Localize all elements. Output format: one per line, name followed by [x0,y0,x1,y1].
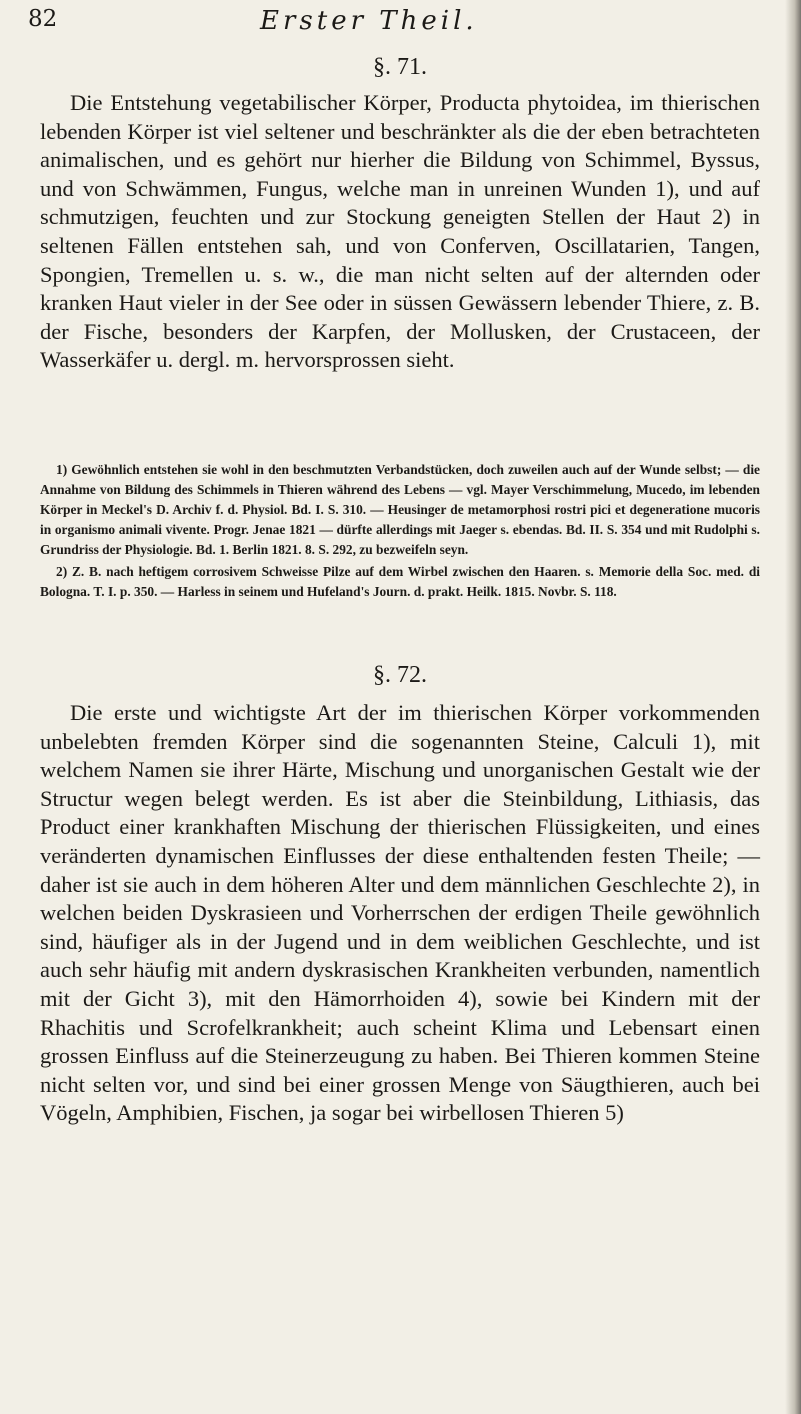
page-number: 82 [28,6,58,32]
page-header [28,6,761,46]
page-edge-shadow [785,0,801,1414]
footnotes [40,460,760,602]
running-title: Erster Theil. [260,6,478,36]
section-heading-71: §. 71. [373,54,427,80]
section-71 [40,54,760,375]
section-71-body: Die Entstehung vegetabilischer Körper, Producta phytoidea, im thierischen lebenden Körper ist viel seltener und beschränkter als die der eben betrachteten animalischen, und es gehört nur hierher die Bildung von Schimmel, Byssus, und von Schwämmen, Fungus, welche man in unreinen Wunden 1), und auf schmutzigen, feuchten und zur Stockung geneigten Stellen der Haut 2) in seltenen Fällen entstehen sah, und von Conferven, Oscillatarien, Tangen, Spongien, Tremellen u. s. w., die man nicht selten auf der alternden oder kranken Haut vieler in der See oder in süssen Gewässern lebender Thiere, z. B. der Fische, besonders der Karpfen, der Mollusken, der Crustaceen, der Wasserkäfer u. dergl. m. hervorsprossen sieht. [40,90,760,373]
footnote-1: 1) Gewöhnlich entstehen sie wohl in den beschmutzten Verbandstücken, doch zuweilen auch auf der Wunde selbst; — die Annahme von Bildung des Schimmels in Thieren während des Lebens — vgl. Mayer Verschimmelung, Mucedo, im lebenden Körper in Meckel's D. Archiv f. d. Physiol. Bd. I. S. 310. — Heusinger de metamorphosi rostri pici et degeneratione mucoris in organismo animali vivente. Progr. Jenae 1821 — dürfte allerdings mit Jaeger s. ebendas. Bd. II. S. 354 und mit Rudolphi s. Grundriss der Physiologie. Bd. 1. Berlin 1821. 8. S. 292, zu bezweifeln seyn. [40,462,760,557]
footnote-2: 2) Z. B. nach heftigem corrosivem Schweisse Pilze auf dem Wirbel zwischen den Haaren. s. Memorie della Soc. med. di Bologna. T. I. p. 350. — Harless in seinem und Hufeland's Journ. d. prakt. Heilk. 1815. Novbr. S. 118. [40,564,760,599]
section-72 [40,662,760,1128]
section-72-body: Die erste und wichtigste Art der im thierischen Körper vorkommenden unbelebten fremden Körper sind die sogenannten Steine, Calculi 1), mit welchem Namen sie ihrer Härte, Mischung und unorganischen Gestalt wie der Structur wegen belegt werden. Es ist aber die Steinbildung, Lithiasis, das Product einer krankhaften Mischung der thierischen Flüssigkeiten, und eines veränderten dynamischen Einflusses der diese enthaltenden festen Theile; — daher ist sie auch in dem höheren Alter und dem männlichen Geschlechte 2), in welchen beiden Dyskrasieen und Vorherrschen der erdigen Theile gewöhnlich sind, häufiger als in der Jugend und in dem weiblichen Geschlechte, und ist auch sehr häufig mit andern dyskrasischen Krankheiten verbunden, namentlich mit der Gicht 3), mit den Hämorrhoiden 4), sowie bei Kindern mit der Rhachitis und Scrofelkrankheit; auch scheint Klima und Lebensart einen grossen Einfluss auf die Steinerzeugung zu haben. Bei Thieren kommen Steine nicht selten vor, und sind bei einer grossen Menge von Säugthieren, auch bei Vögeln, Amphibien, Fischen, ja sogar bei wirbellosen Thieren 5) [40,700,760,1126]
section-heading-72: §. 72. [373,662,427,688]
